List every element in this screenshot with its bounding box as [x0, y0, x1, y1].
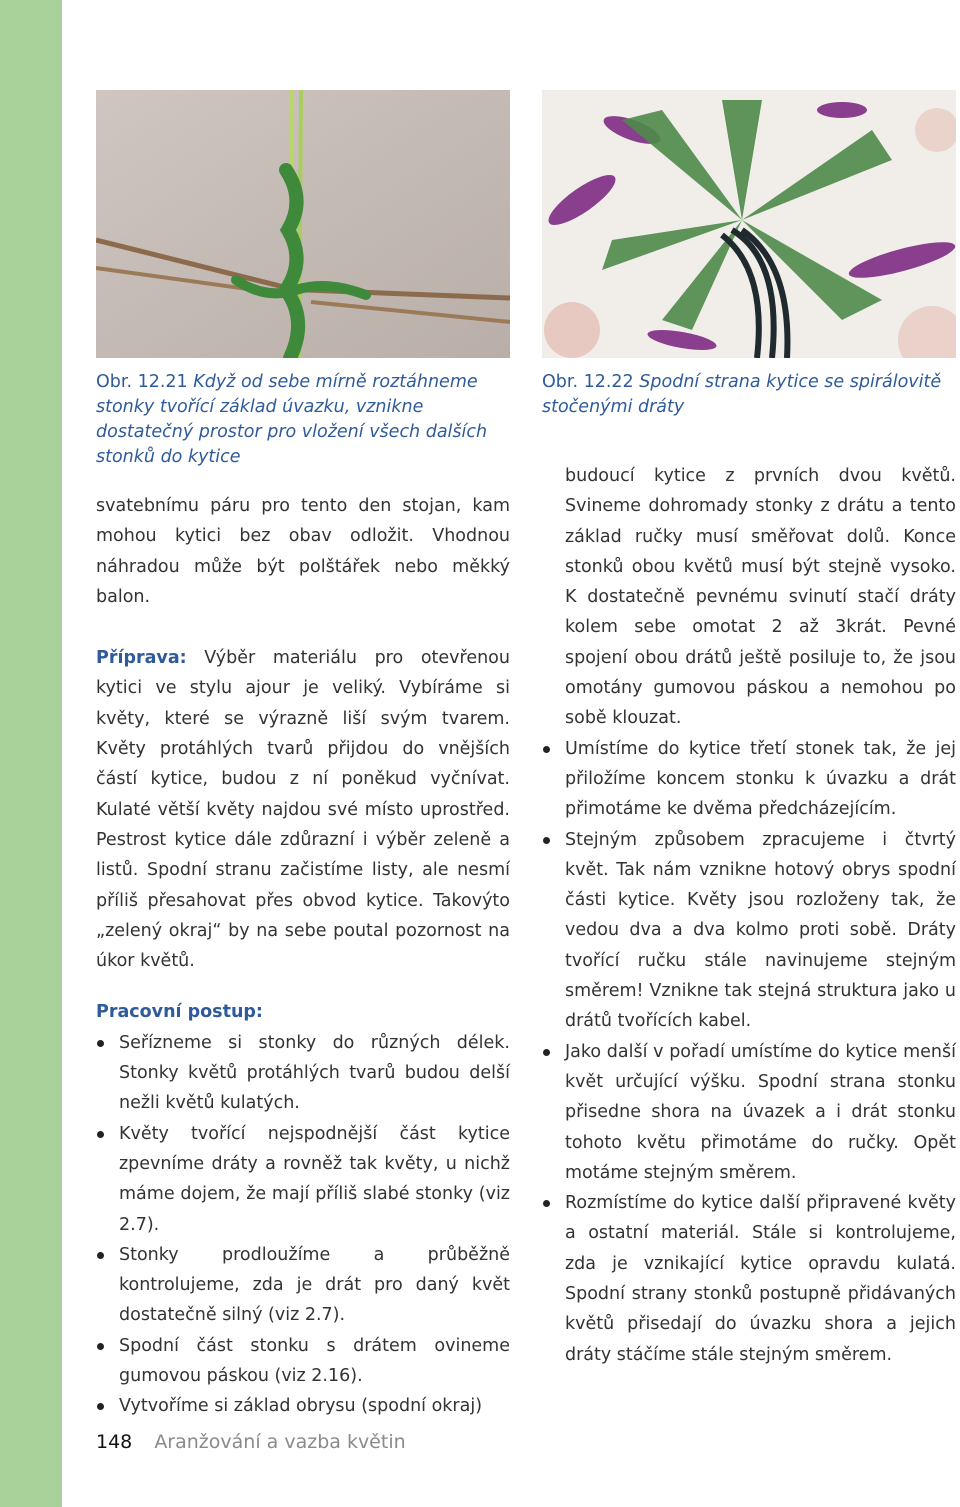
photo-wired-stems	[96, 90, 510, 358]
procedure-list	[96, 1028, 510, 1422]
bouquet-illustration	[542, 90, 956, 358]
intro-paragraph: svatebnímu páru pro tento den stojan, kam mohou kytici bez obav odložit. Vhodnou náhradou může být polštářek nebo měkký balon.	[96, 496, 510, 607]
list-item: Umístíme do kytice třetí stonek tak, že jej přiložíme koncem stonku k úvazku a drát přimotáme ke dvěma předcházejícím.	[542, 734, 956, 825]
procedure-heading: Pracovní postup:	[96, 1002, 263, 1023]
photo-bouquet-underside	[542, 90, 956, 358]
preparation-label: Příprava:	[96, 648, 187, 669]
list-item: Vytvoříme si základ obrysu (spodní okraj)	[96, 1391, 510, 1421]
list-item: Jako další v pořadí umístíme do kytice menší květ určující výšku. Spodní strana stonku přisedne shora na úvazek a i drát stonku tohoto květu přimotáme do ručky. Opět motáme stejným směrem.	[542, 1037, 956, 1188]
wired-stems-illustration	[96, 90, 510, 358]
page-number: 148	[96, 1431, 133, 1453]
preparation-paragraph	[96, 643, 510, 976]
figure-caption-text: Když od sebe mírně roztáhneme stonky tvořící základ úvazku, vznikne dostatečný prostor pro vložení všech dalších stonků do kytice	[96, 372, 488, 467]
procedure-list-continued	[542, 734, 956, 1370]
continuation-paragraph: budoucí kytice z prvních dvou květů. Svineme dohromady stonky z drátu a tento základ ručky musí směřovat dolů. Konce stonků obou květů musí být stejně vysoko. K dostatečně pevnému svinutí stačí dráty kolem sebe omotat 2 až 3krát. Pevné spojení obou drátů ještě posiluje to, že jsou omotány gumovou páskou a nemohou po sobě klouzat.	[565, 466, 956, 729]
preparation-text: Výběr materiálu pro otevřenou kytici ve stylu ajour je veliký. Vybíráme si květy, které se výrazně liší svým tvarem. Květy protáhlých tvarů přijdou do vnějších částí kytice, budou z ní poněkud vyčnívat. Kulaté větší květy najdou své místo uprostřed. Pestrost kytice dále zdůrazní i výběr zeleně a listů. Spodní stranu začistíme listy, ale nesmí příliš přesahovat přes obvod kytice. Takovýto „zelený okraj“ by na sebe poutal pozornost na úkor květů.	[96, 648, 510, 972]
page-footer	[96, 1429, 406, 1455]
list-item: Spodní část stonku s drátem ovineme gumovou páskou (viz 2.16).	[96, 1331, 510, 1392]
list-item: Rozmístíme do kytice další připravené květy a ostatní materiál. Stále si kontrolujeme, zda je vznikající kytice opravdu kulatá. Spodní strany stonků postupně přidávaných květů přisedají do úvazku shora a jejich dráty stáčíme stále stejným směrem.	[542, 1188, 956, 1370]
text-column-left	[96, 491, 510, 1422]
list-item: Stonky prodloužíme a průběžně kontrolujeme, zda je drát pro daný květ dostatečně silný (viz 2.7).	[96, 1240, 510, 1331]
list-item: Seřízneme si stonky do různých délek. Stonky květů protáhlých tvarů budou delší nežli květů kulatých.	[96, 1028, 510, 1119]
book-title: Aranžování a vazba květin	[154, 1431, 406, 1453]
list-item: Stejným způsobem zpracujeme i čtvrtý květ. Tak nám vznikne hotový obrys spodní části kytice. Květy jsou rozloženy tak, že vedou dva a dva kolmo proti sobě. Dráty tvořící ručku stále navinujeme stejným směrem! Vznikne tak stejná struktura jako u drátů tvořících kabel.	[542, 825, 956, 1037]
figure-caption-right	[542, 370, 960, 420]
figure-caption-left	[96, 370, 516, 470]
figure-number: Obr. 12.21	[96, 372, 188, 392]
figure-number: Obr. 12.22	[542, 372, 634, 392]
text-column-right	[542, 461, 956, 1370]
side-color-band	[0, 0, 62, 1507]
figure-caption-text: Spodní strana kytice se spirálovitě stočenými dráty	[542, 372, 942, 417]
list-item: Květy tvořící nejspodnější část kytice zpevníme dráty a rovněž tak květy, u nichž máme dojem, že mají příliš slabé stonky (viz 2.7).	[96, 1119, 510, 1240]
